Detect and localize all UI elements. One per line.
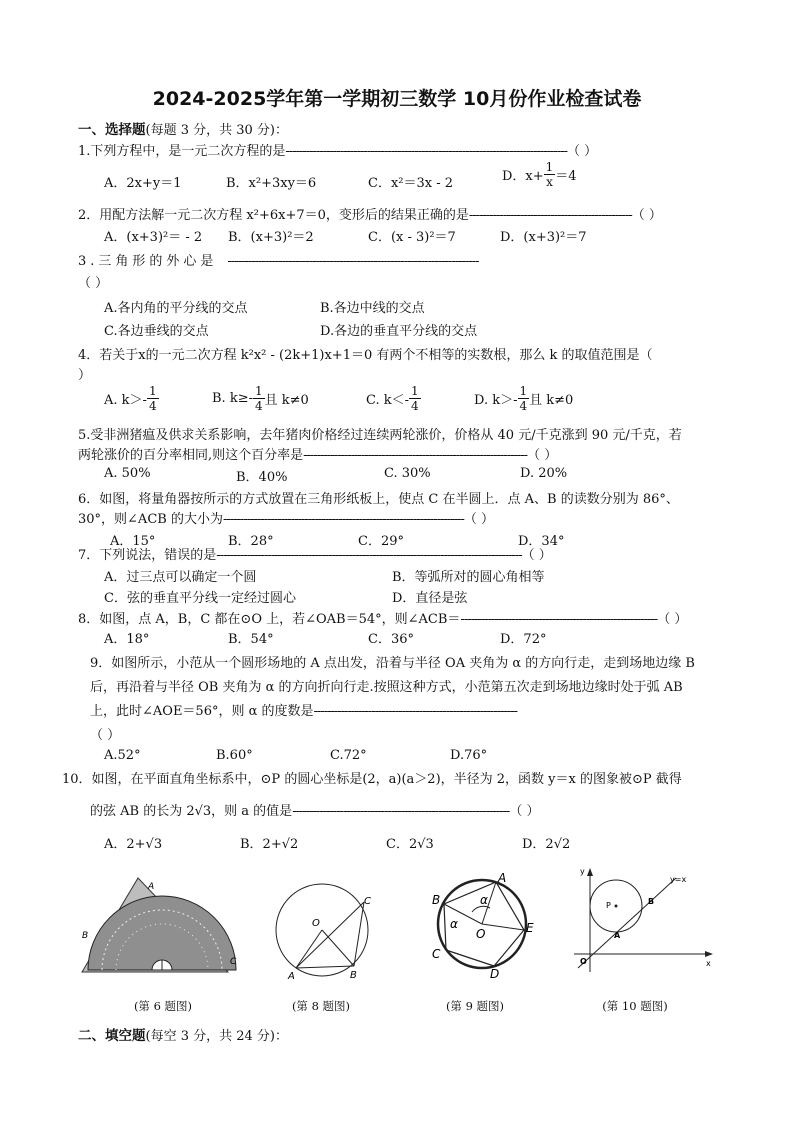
q8-option-d: D．72° (500, 632, 547, 647)
fig9-label-a: A (498, 871, 507, 885)
protractor-body (88, 896, 236, 970)
figure-9-walk (424, 868, 544, 980)
q9-option-d: D.76° (450, 748, 488, 763)
fig9-label-d: D (490, 967, 500, 980)
fig10-label-x: x (706, 959, 711, 968)
q8-option-b: B．54° (228, 632, 274, 647)
q7-option-c: C．弦的垂直平分线一定经过圆心 (104, 591, 296, 606)
answer-blank: （ ） (463, 512, 494, 527)
q2-option-d: D．(x+3)²＝7 (500, 230, 587, 245)
figure-8-caption: (第 8 题图) (291, 999, 351, 1013)
q9-option-a: A.52° (104, 748, 141, 763)
q9-answer-blank: （ ） (90, 728, 121, 743)
q3-option-c: C.各边垂线的交点 (104, 324, 209, 339)
section-2-note: (每空 3 分，共 24 分)： (145, 1029, 288, 1044)
fig6-label-b: B (82, 931, 89, 941)
question-5-cont: 两轮涨价的百分率相同,则这个百分率是------------------------------------------------------------------（ ） (78, 448, 558, 463)
question-10-cont: 的弦 AB 的长为 2√3，则 a 的值是----------------------------------------------------------------（ ） (90, 804, 540, 819)
q2-option-c: C．(x - 3)²＝7 (368, 230, 456, 245)
q10-option-c: C．2√3 (386, 837, 434, 852)
fig8-label-a: A (288, 971, 295, 982)
fig10-label-b: B (648, 897, 655, 906)
answer-blank: （ ） (657, 612, 688, 627)
fig10-label-p: P (606, 901, 611, 910)
q7-option-a: A．过三点可以确定一个圆 (104, 570, 257, 585)
q5-option-a: A. 50% (104, 466, 151, 481)
q6-option-c: C．29° (358, 534, 404, 549)
question-9-cont: 后，再沿着与半径 OB 夹角为 α 的方向折向行走.按照这种方式，小范第五次走到场地边缘时处于弧 AB (90, 680, 683, 695)
fig8-label-b: B (350, 970, 357, 981)
question-9-cont-2: 上，此时∠AOE＝56°，则 α 的度数是------------------------------------------------------------ (90, 704, 518, 719)
question-7: 7．下列说法，错误的是------------------------------------------------------------------------------------------（ ） (78, 548, 552, 563)
q3-option-a: A.各内角的平分线的交点 (104, 301, 248, 316)
question-2: 2．用配方法解一元二次方程 x²+6x+7＝0，变形后的结果正确的是------------------------------------------------（ ） (78, 208, 662, 223)
answer-blank: （ ） (527, 448, 558, 463)
fig10-label-y: y (580, 867, 585, 876)
question-4: 4．若关于x的一元二次方程 k²x² - (2k+1)x+1＝0 有两个不相等的实数根，那么 k 的取值范围是（ (78, 348, 653, 363)
question-6-cont: 30°，则∠ACB 的大小为-----------------------------------------------------------------------（ ） (78, 512, 494, 527)
q3-option-b: B.各边中线的交点 (320, 301, 425, 316)
page-title: 2024-2025学年第一学期初三数学 10月份作业检查试卷 (152, 88, 642, 110)
q1-option-b: B．x²+3xy＝6 (226, 176, 317, 191)
fig8-label-c: C (364, 896, 371, 907)
fig9-label-b: B (432, 893, 441, 907)
fig9-label-alpha-2: α (480, 893, 488, 907)
figure-6-caption: (第 6 题图) (133, 999, 193, 1013)
q6-option-a: A．15° (110, 534, 156, 549)
answer-blank: （ ） (509, 804, 540, 819)
figure-10-caption: (第 10 题图) (602, 999, 668, 1013)
figure-8-circle (270, 880, 380, 985)
q6-option-b: B．28° (228, 534, 274, 549)
figure-9-caption: (第 9 题图) (445, 999, 505, 1013)
question-8: 8．如图，点 A，B，C 都在⊙O 上，若∠OAB＝54°，则∠ACB＝----------------------------------------------------------（ ） (78, 612, 688, 627)
fig9-label-o: O (476, 927, 486, 941)
q1-option-a: A．2x+y＝1 (104, 176, 182, 191)
fig10-label-line: y=x (670, 875, 687, 884)
q4-option-d: D. k＞- $\frac{1}{4}$ 且 k≠0 (474, 384, 574, 413)
section-2-heading (78, 1024, 288, 1044)
q4-option-a: A. k＞- $\frac{1}{4}$ (104, 384, 157, 413)
fig8-label-o: O (312, 918, 320, 929)
question-6: 6．如图，将量角器按所示的方式放置在三角形纸板上，使点 C 在半圆上．点 A、B 的读数分别为 86°、 (78, 492, 679, 507)
q5-option-c: C. 30% (384, 466, 431, 481)
q2-option-a: A．(x+3)²＝ - 2 (104, 230, 203, 245)
q5-option-b: B．40% (236, 470, 288, 485)
q9-option-b: B.60° (216, 748, 253, 763)
question-1: 1.下列方程中，是一元二次方程的是-----------------------------------------------------------------------------------（ ） (78, 144, 598, 159)
q10-option-d: D．2√2 (522, 837, 571, 852)
q10-option-b: B．2+√2 (240, 837, 299, 852)
q8-option-c: C．36° (368, 632, 414, 647)
question-9: 9．如图所示，小范从一个圆形场地的 A 点出发，沿着与半径 OA 夹角为 α 的方向行走，走到场地边缘 B (90, 656, 695, 671)
fig6-label-a: A (148, 882, 155, 892)
section-2-label: 二、填空题 (78, 1028, 146, 1044)
question-3: 3.三角形的外心是 -------------------------------------------------------------------------- (78, 254, 479, 269)
question-4-cont: ） (78, 368, 92, 383)
q6-option-d: D．34° (518, 534, 565, 549)
fig9-label-alpha-1: α (450, 917, 458, 931)
q1-option-d: D．x+ $\frac{1}{x}$ ＝4 (502, 160, 577, 189)
q7-option-d: D．直径是弦 (392, 591, 468, 606)
section-1-heading (78, 118, 288, 138)
q4-option-c: C. k＜- $\frac{1}{4}$ (366, 384, 419, 413)
fig6-label-c: C (230, 957, 237, 967)
question-5: 5.受非洲猪瘟及供求关系影响，去年猪肉价格经过连续两轮涨价，价格从 40 元/千克涨到 90 元/千克，若 (78, 428, 682, 443)
answer-blank: （ ） (631, 208, 662, 223)
fig10-label-o: O (580, 957, 587, 966)
q1-option-c: C．x²＝3x - 2 (368, 176, 454, 191)
question-10: 10．如图，在平面直角坐标系中，⊙P 的圆心坐标是(2，a)(a＞2)，半径为 2，函数 y＝x 的图象被⊙P 截得 (62, 772, 682, 787)
fig9-label-e: E (526, 921, 534, 935)
q8-option-a: A．18° (104, 632, 150, 647)
section-1-label: 一、选择题 (78, 122, 146, 138)
figure-6-protractor (78, 872, 248, 982)
q3-answer-blank: （ ） (78, 276, 109, 291)
fraction: $\frac{1}{x}$ (545, 160, 554, 189)
q7-option-b: B．等弧所对的圆心角相等 (392, 570, 545, 585)
answer-blank: （ ） (567, 144, 598, 159)
q2-option-b: B．(x+3)²＝2 (228, 230, 314, 245)
section-1-note: (每题 3 分，共 30 分)： (145, 123, 288, 138)
fig10-label-a: A (614, 931, 621, 940)
fig9-label-c: C (432, 947, 441, 961)
answer-blank: （ ） (521, 548, 552, 563)
q3-option-d: D.各边的垂直平分线的交点 (320, 324, 478, 339)
q4-option-b: B. k≥- $\frac{1}{4}$ 且 k≠0 (212, 384, 309, 413)
figure-10-coordinate (566, 864, 716, 976)
q9-option-c: C.72° (330, 748, 367, 763)
q5-option-d: D. 20% (520, 466, 568, 481)
q10-option-a: A．2+√3 (104, 837, 163, 852)
